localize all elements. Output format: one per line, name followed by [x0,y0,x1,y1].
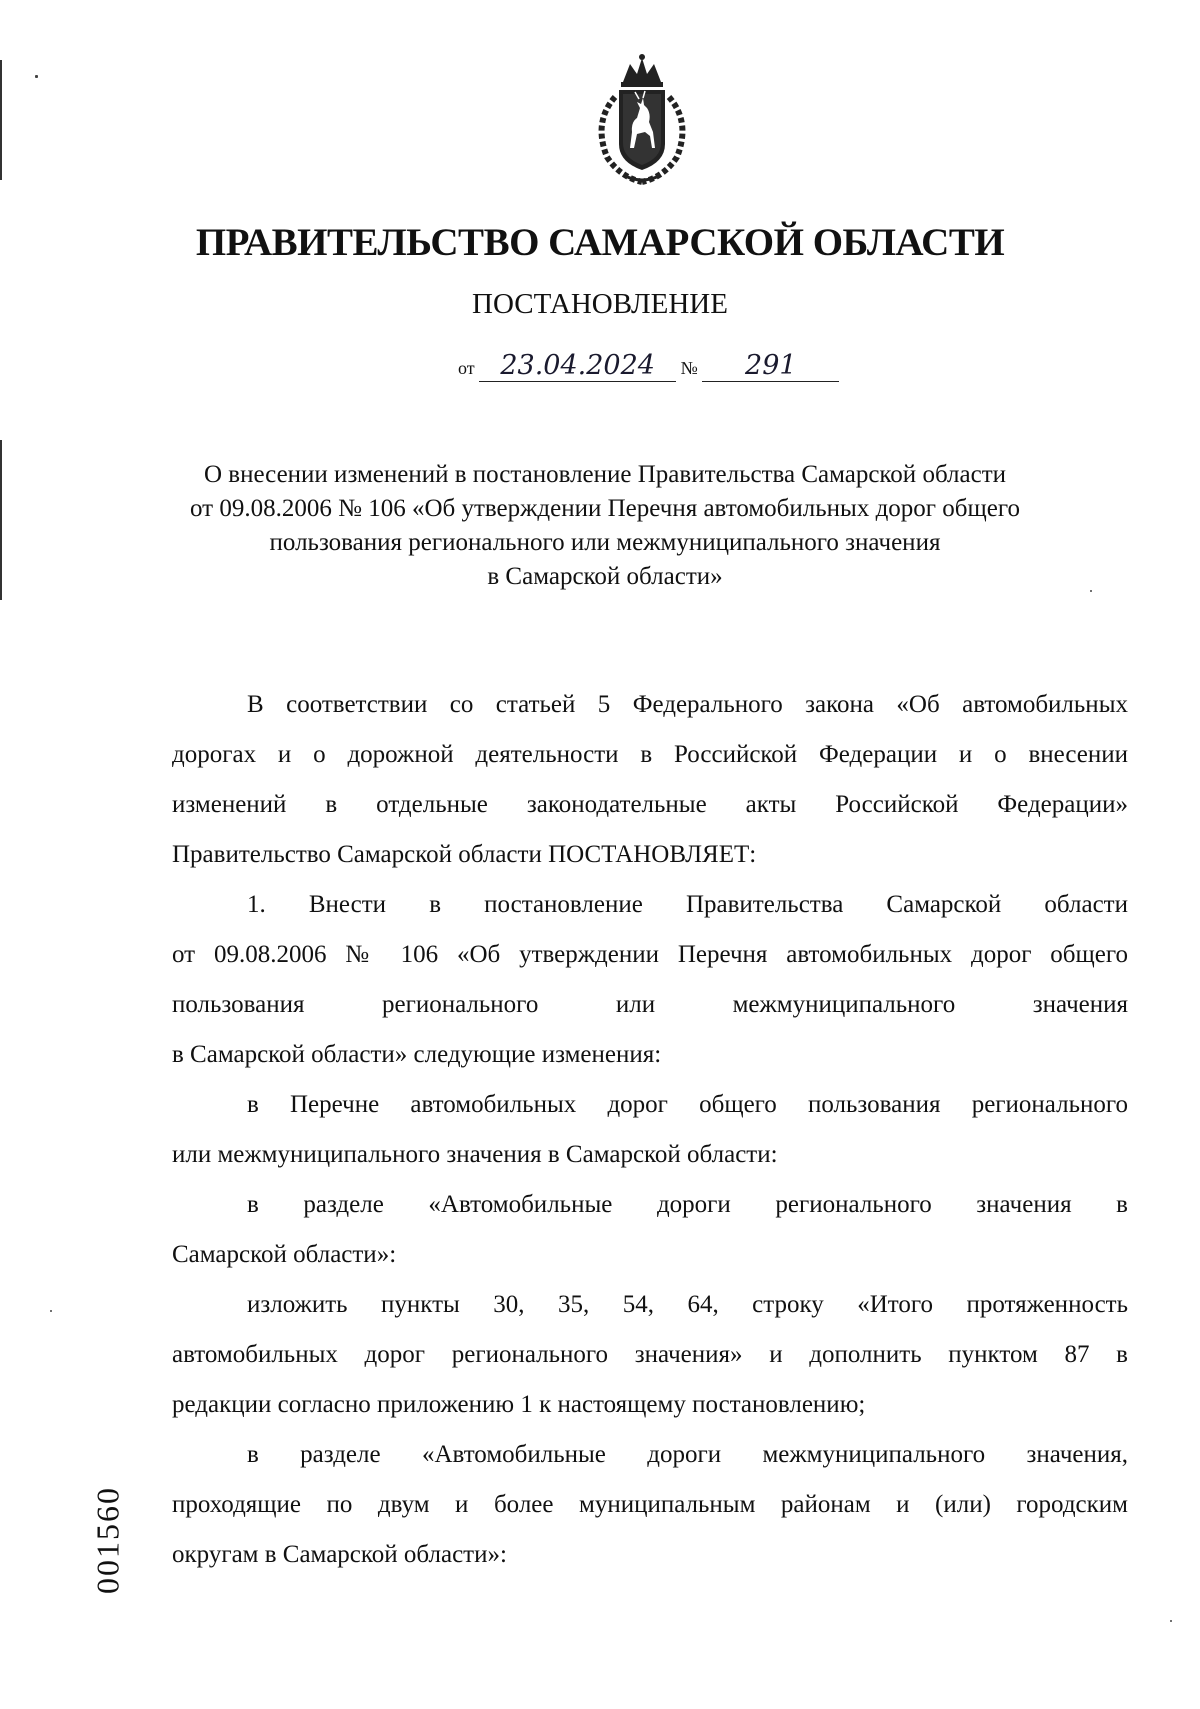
body-line: округам в Самарской области»: [172,1541,507,1568]
body-line: дорогах и о дорожной деятельности в Российской Федерации и о внесении [172,741,1128,768]
document-subject [150,458,1060,594]
date-number-line [458,350,839,382]
margin-stamp-number [78,1440,138,1640]
scan-edge-line [0,440,2,600]
body-line: в разделе «Автомобильные дороги регионального значения в [247,1191,1128,1218]
subject-line: О внесении изменений в постановление Правительства Самарской области [203,461,1007,488]
body-line: редакции согласно приложению 1 к настоящему постановлению; [172,1391,866,1418]
scan-speck [1090,590,1092,592]
subject-line: от 09.08.2006 № 106 «Об утверждении Перечня автомобильных дорог общего [190,495,1020,522]
government-title: ПРАВИТЕЛЬСТВО САМАРСКОЙ ОБЛАСТИ [195,221,1005,264]
body-line: в Перечне автомобильных дорог общего пользования регионального [247,1091,1128,1118]
body-line: проходящие по двум и более муниципальным районам и (или) городским [172,1491,1128,1518]
body-line: или межмуниципального значения в Самарской области: [172,1141,778,1168]
subject-line: в Самарской области» [487,563,723,590]
date-prefix: от [458,358,475,378]
number-prefix: № [680,358,698,378]
document-number: 291 [702,350,839,382]
scan-edge-line [0,60,2,180]
body-line: В соответствии со статьей 5 Федерального закона «Об автомобильных [247,691,1128,718]
body-line: изменений в отдельные законодательные акты Российской Федерации» [172,791,1128,818]
body-line: в Самарской области» следующие изменения: [172,1041,662,1068]
subject-line: пользования регионального или межмуниципального значения [269,529,941,556]
body-line: в разделе «Автомобильные дороги межмуниципального значения, [247,1441,1128,1468]
scan-speck [35,75,38,78]
body-line: изложить пункты 30, 35, 54, 64, строку «Итого протяженность [247,1291,1128,1318]
document-type: ПОСТАНОВЛЕНИЕ [472,288,728,320]
document-date: 23.04.2024 [479,350,676,382]
scan-speck [1170,1620,1172,1622]
body-line: Самарской области»: [172,1241,397,1268]
body-line: Правительство Самарской области ПОСТАНОВЛЯЕТ: [172,841,757,868]
body-line: пользования регионального или межмуниципального значения [172,991,1128,1018]
scan-speck [50,1310,52,1312]
body-line: от 09.08.2006 № 106 «Об утверждении Перечня автомобильных дорог общего [172,941,1128,968]
margin-stamp-text: 001560 [89,1486,126,1594]
body-line: автомобильных дорог регионального значения» и дополнить пунктом 87 в [172,1341,1128,1368]
samara-coat-of-arms-icon [585,52,700,187]
body-line: 1. Внести в постановление Правительства Самарской области [247,891,1128,918]
document-body [172,680,1128,1580]
